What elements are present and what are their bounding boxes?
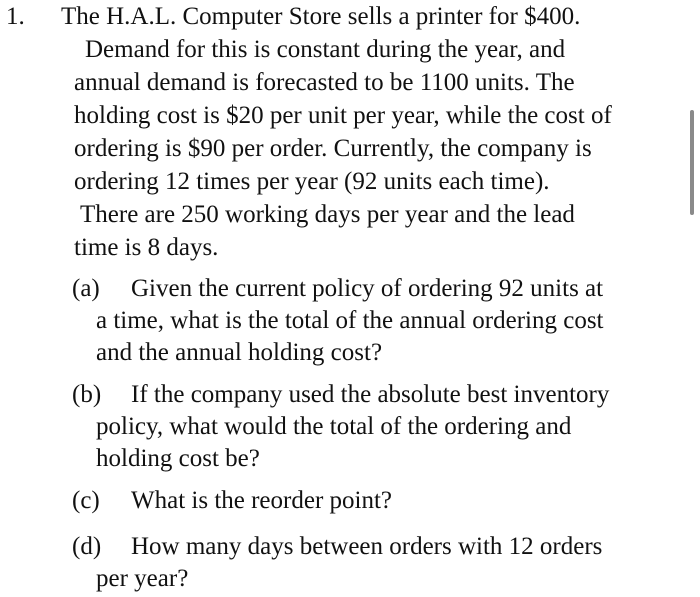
statement-line: annual demand is forecasted to be 1100 units. The (74, 69, 575, 96)
scrollbar[interactable] (690, 110, 694, 215)
problem-number: 1. (6, 3, 25, 30)
statement-line: ordering is $90 per order. Currently, the company is (74, 135, 592, 162)
statement-line: The H.A.L. Computer Store sells a printer for $400. (61, 3, 581, 30)
part-label: (a) (72, 275, 100, 302)
part-line: a time, what is the total of the annual ordering cost (96, 307, 604, 334)
statement-line: There are 250 working days per year and the lead (80, 201, 575, 228)
statement-line: holding cost is $20 per unit per year, while the cost of (74, 102, 612, 129)
part-line: How many days between orders with 12 orders (131, 533, 603, 560)
part-line: If the company used the absolute best inventory (131, 381, 610, 408)
part-line: holding cost be? (96, 445, 260, 472)
part-label: (d) (72, 533, 102, 560)
part-line: per year? (96, 565, 189, 592)
part-line: Given the current policy of ordering 92 units at (131, 275, 604, 302)
part-label: (c) (72, 487, 100, 514)
part-label: (b) (72, 381, 102, 408)
statement-line: Demand for this is constant during the year, and (85, 36, 566, 63)
statement-line: ordering 12 times per year (92 units each time). (74, 168, 550, 195)
statement-line: time is 8 days. (74, 234, 219, 261)
part-line: policy, what would the total of the ordering and (96, 413, 572, 440)
part-line: What is the reorder point? (131, 487, 393, 514)
part-line: and the annual holding cost? (96, 339, 383, 366)
